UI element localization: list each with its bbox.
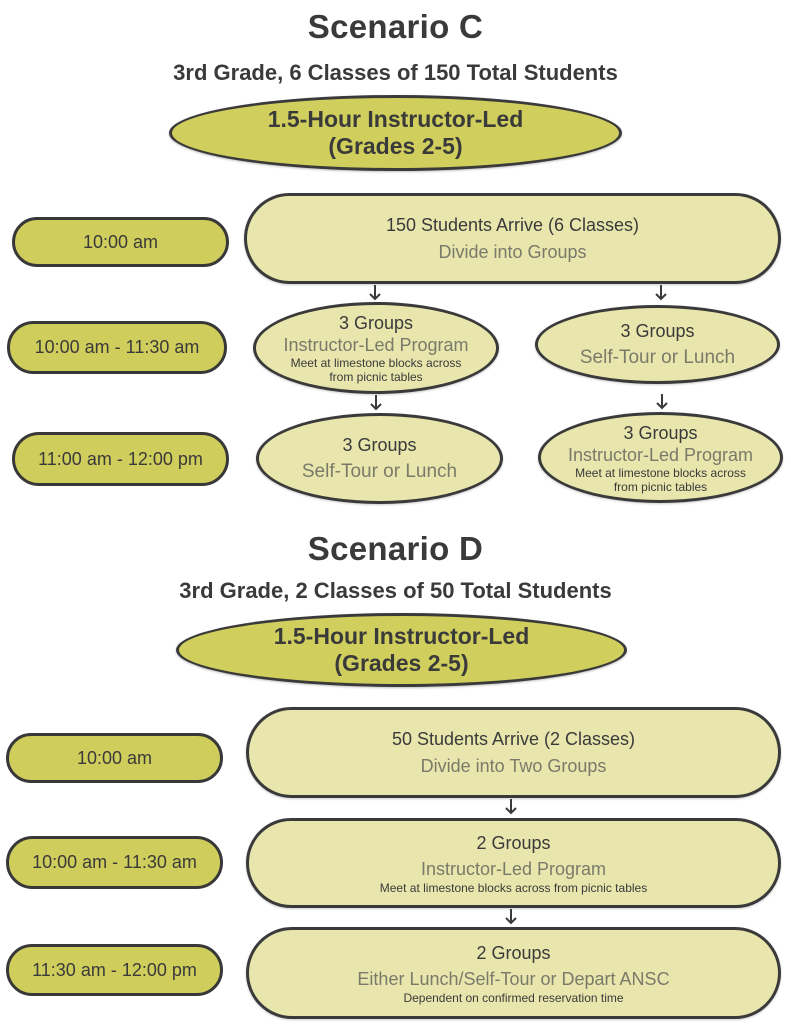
step-heading: 3 Groups (338, 313, 414, 333)
step-box-d-2 (246, 818, 781, 908)
step-heading: 50 Students Arrive (2 Classes) (391, 728, 636, 749)
scenario-d-program-oval (176, 613, 627, 687)
program-title: 1.5-Hour Instructor-Led (267, 106, 524, 132)
time-pill-d-3: 11:30 am - 12:00 pm (6, 944, 223, 996)
down-arrow-icon (655, 285, 667, 301)
down-arrow-icon (656, 394, 668, 410)
time-pill-c-2: 10:00 am - 11:30 am (7, 321, 227, 374)
time-pill-c-1: 10:00 am (12, 217, 229, 267)
step-heading: 3 Groups (342, 434, 417, 455)
step-detail: Instructor-Led Program (567, 444, 754, 465)
scenario-d-title: Scenario D (307, 530, 484, 567)
step-note: Dependent on confirmed reservation time (403, 990, 624, 1005)
step-note: Meet at limestone blocks across from picnic tables (290, 356, 462, 384)
step-detail: Divide into Groups (438, 241, 587, 262)
step-detail: Self-Tour or Lunch (301, 460, 458, 482)
step-heading: 2 Groups (476, 832, 551, 853)
step-heading: 3 Groups (620, 320, 695, 341)
scenario-c-subtitle: 3rd Grade, 6 Classes of 150 Total Students (173, 60, 618, 85)
step-detail: Either Lunch/Self-Tour or Depart ANSC (357, 968, 670, 989)
step-note: Meet at limestone blocks across from picnic tables (575, 465, 746, 494)
program-grades: (Grades 2-5) (334, 650, 469, 676)
step-box-c-arrive (244, 193, 781, 284)
program-title: 1.5-Hour Instructor-Led (273, 623, 530, 649)
step-box-d-arrive (246, 707, 781, 798)
step-box-c-2-right (535, 305, 780, 384)
step-heading: 150 Students Arrive (6 Classes) (385, 214, 640, 235)
step-detail: Instructor-Led Program (283, 335, 469, 355)
program-grades: (Grades 2-5) (328, 133, 463, 159)
step-box-c-2-left (253, 302, 499, 394)
time-pill-c-3: 11:00 am - 12:00 pm (12, 432, 229, 486)
step-note: Meet at limestone blocks across from picnic tables (379, 880, 648, 895)
step-box-c-3-left (256, 413, 503, 504)
scenario-c-program-oval (169, 95, 622, 171)
step-detail: Divide into Two Groups (420, 755, 607, 776)
time-pill-d-2: 10:00 am - 11:30 am (6, 836, 223, 889)
step-detail: Self-Tour or Lunch (579, 346, 736, 368)
step-detail: Instructor-Led Program (420, 858, 607, 879)
down-arrow-icon (370, 395, 382, 411)
down-arrow-icon (369, 285, 381, 301)
step-box-c-3-right (538, 412, 783, 503)
scenario-d-subtitle: 3rd Grade, 2 Classes of 50 Total Students (179, 578, 612, 603)
time-pill-d-1: 10:00 am (6, 733, 223, 783)
step-box-d-3 (246, 927, 781, 1019)
down-arrow-icon (505, 799, 517, 815)
step-heading: 2 Groups (476, 942, 551, 963)
scenario-c-title: Scenario C (307, 8, 484, 45)
down-arrow-icon (505, 909, 517, 925)
step-heading: 3 Groups (623, 422, 698, 443)
